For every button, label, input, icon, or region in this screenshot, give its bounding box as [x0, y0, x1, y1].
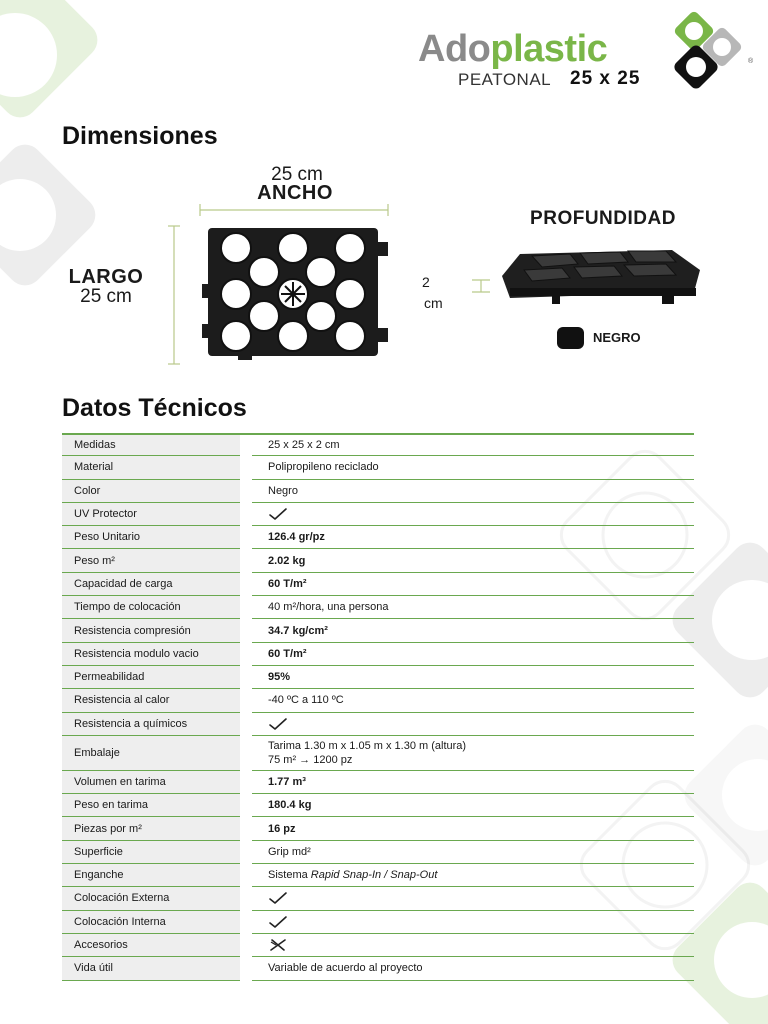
check-icon — [268, 718, 288, 730]
row-spacer — [240, 573, 252, 596]
row-value-line2: 75 m² → 1200 pz — [268, 753, 353, 766]
row-spacer — [240, 841, 252, 864]
row-label: Vida útil — [62, 957, 240, 980]
table-row — [62, 841, 694, 864]
table-row — [62, 549, 694, 572]
row-label: Capacidad de carga — [62, 573, 240, 596]
row-label: Resistencia a químicos — [62, 713, 240, 736]
row-label: Resistencia compresión — [62, 619, 240, 642]
row-label: Color — [62, 480, 240, 503]
row-spacer — [240, 713, 252, 736]
table-row — [62, 456, 694, 479]
row-label: Accesorios — [62, 934, 240, 957]
row-spacer — [240, 526, 252, 549]
color-swatch-negro — [557, 327, 584, 349]
row-label: Peso Unitario — [62, 526, 240, 549]
row-value: 34.7 kg/cm² — [252, 619, 694, 642]
row-label: Enganche — [62, 864, 240, 887]
table-row — [62, 433, 694, 456]
table-row — [62, 713, 694, 736]
table-row — [62, 596, 694, 619]
row-label: Resistencia modulo vacio — [62, 643, 240, 666]
row-spacer — [240, 736, 252, 771]
table-row — [62, 817, 694, 840]
brand-mark-icon — [663, 10, 755, 102]
section-title-datos: Datos Técnicos — [62, 394, 247, 422]
row-value — [252, 503, 694, 526]
row-spacer — [240, 503, 252, 526]
row-spacer — [240, 619, 252, 642]
row-value: 180.4 kg — [252, 794, 694, 817]
row-label: Tiempo de colocación — [62, 596, 240, 619]
row-spacer — [240, 911, 252, 934]
row-spacer — [240, 549, 252, 572]
brand-name — [418, 28, 607, 71]
row-value — [252, 864, 694, 887]
row-value-line1: Tarima 1.30 m x 1.05 m x 1.30 m (altura) — [268, 739, 467, 752]
row-value: 25 x 25 x 2 cm — [252, 433, 694, 456]
profundidad-value: 2 — [422, 274, 430, 290]
row-label: Peso en tarima — [62, 794, 240, 817]
table-row — [62, 480, 694, 503]
row-value: Polipropileno reciclado — [252, 456, 694, 479]
row-spacer — [240, 794, 252, 817]
row-label: Volumen en tarima — [62, 771, 240, 794]
check-icon — [268, 916, 288, 928]
registered-mark: ® — [748, 58, 754, 65]
largo-value: 25 cm — [80, 286, 132, 307]
row-label: Embalaje — [62, 736, 240, 771]
table-row — [62, 689, 694, 712]
check-icon — [268, 508, 288, 520]
table-row — [62, 503, 694, 526]
ancho-value: 25 cm — [271, 164, 323, 185]
row-value: 40 m²/hora, una persona — [252, 596, 694, 619]
row-value: -40 ºC a 110 ºC — [252, 689, 694, 712]
row-spacer — [240, 957, 252, 980]
row-spacer — [240, 456, 252, 479]
profundidad-unit: cm — [424, 295, 443, 311]
brand-name-part1: Ado — [418, 28, 491, 70]
row-label: Resistencia al calor — [62, 689, 240, 712]
table-row — [62, 736, 694, 771]
ancho-label: ANCHO — [257, 182, 333, 204]
row-value-prefix: Sistema — [268, 869, 311, 882]
table-row — [62, 573, 694, 596]
row-label: Material — [62, 456, 240, 479]
row-label: Colocación Interna — [62, 911, 240, 934]
table-row — [62, 619, 694, 642]
brand-name-part2: plastic — [490, 28, 608, 70]
row-value — [252, 911, 694, 934]
table-row — [62, 643, 694, 666]
table-row — [62, 864, 694, 887]
row-label: Superficie — [62, 841, 240, 864]
table-row — [62, 526, 694, 549]
row-spacer — [240, 887, 252, 910]
largo-label: LARGO — [68, 266, 144, 288]
row-spacer — [240, 817, 252, 840]
section-title-dimensiones: Dimensiones — [62, 122, 218, 150]
table-row — [62, 957, 694, 980]
table-row — [62, 934, 694, 957]
table-row — [62, 887, 694, 910]
row-spacer — [240, 934, 252, 957]
paver-perspective-image — [462, 240, 702, 310]
row-value — [252, 934, 694, 957]
row-spacer — [240, 689, 252, 712]
row-spacer — [240, 864, 252, 887]
row-value — [252, 887, 694, 910]
technical-data-table — [62, 433, 694, 981]
row-label: Medidas — [62, 433, 240, 456]
row-value-italic: Rapid Snap-In / Snap-Out — [310, 869, 438, 882]
row-spacer — [240, 666, 252, 689]
row-value: 2.02 kg — [252, 549, 694, 572]
row-value: Variable de acuerdo al proyecto — [252, 957, 694, 980]
row-value: 126.4 gr/pz — [252, 526, 694, 549]
row-value — [252, 736, 694, 771]
table-row — [62, 911, 694, 934]
profundidad-label: PROFUNDIDAD — [530, 208, 676, 229]
color-label: NEGRO — [593, 330, 641, 345]
row-value: 60 T/m² — [252, 643, 694, 666]
table-row — [62, 771, 694, 794]
paver-top-view-image — [150, 198, 390, 370]
row-spacer — [240, 771, 252, 794]
row-label: Peso m² — [62, 549, 240, 572]
table-row — [62, 794, 694, 817]
row-spacer — [240, 643, 252, 666]
cross-icon — [268, 939, 288, 951]
row-value: 60 T/m² — [252, 573, 694, 596]
row-value: Negro — [252, 480, 694, 503]
brand-logo — [418, 18, 758, 108]
row-label: Colocación Externa — [62, 887, 240, 910]
row-label: UV Protector — [62, 503, 240, 526]
product-size: 25 x 25 — [570, 68, 641, 89]
check-icon — [268, 892, 288, 904]
row-spacer — [240, 596, 252, 619]
product-line: PEATONAL — [458, 70, 552, 89]
table-row — [62, 666, 694, 689]
row-value — [252, 713, 694, 736]
row-value: 95% — [252, 666, 694, 689]
row-label: Permeabilidad — [62, 666, 240, 689]
row-spacer — [240, 433, 252, 456]
row-label: Piezas por m² — [62, 817, 240, 840]
row-value: 16 pz — [252, 817, 694, 840]
row-value: Grip md² — [252, 841, 694, 864]
row-value: 1.77 m³ — [252, 771, 694, 794]
row-spacer — [240, 480, 252, 503]
